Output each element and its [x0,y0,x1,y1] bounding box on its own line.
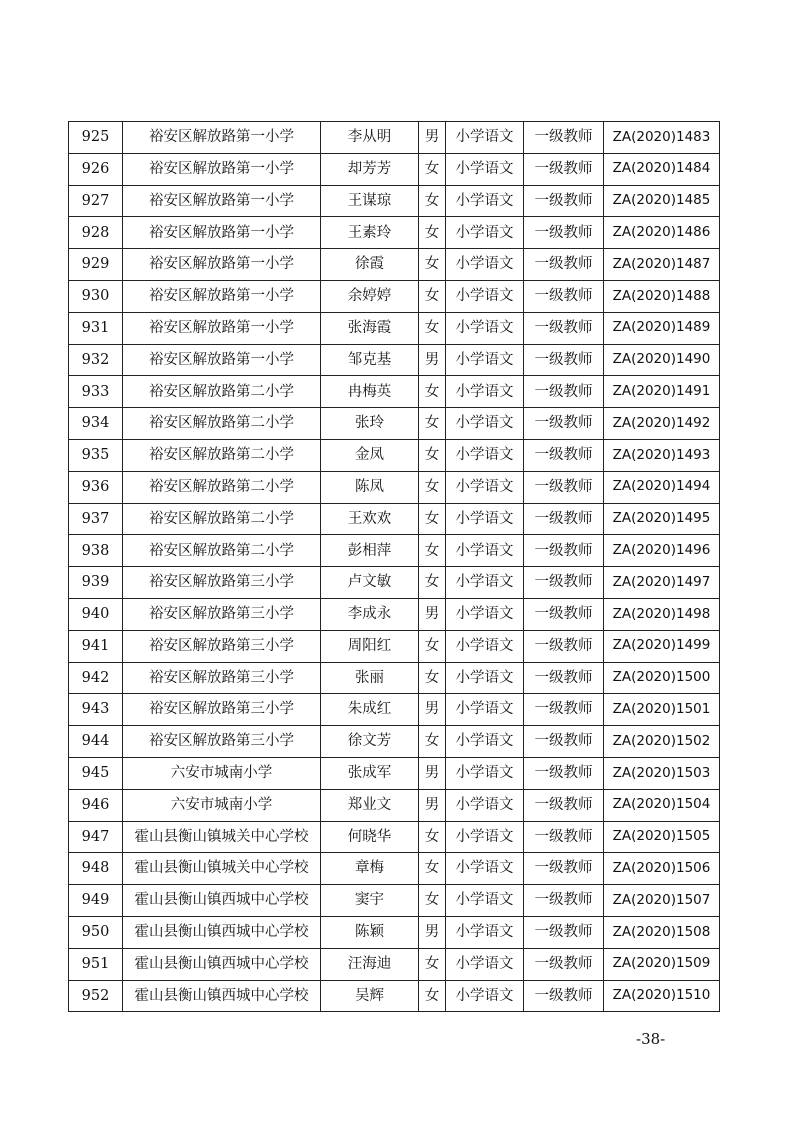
title-cell: 一级教师 [524,376,604,408]
row-number-cell: 925 [69,122,123,154]
title-cell: 一级教师 [524,726,604,758]
subject-cell: 小学语文 [446,694,524,726]
school-cell: 裕安区解放路第三小学 [123,726,321,758]
school-cell: 裕安区解放路第三小学 [123,630,321,662]
teacher-name-cell: 徐文芳 [321,726,419,758]
table-row [69,185,720,217]
school-cell: 裕安区解放路第一小学 [123,122,321,154]
teacher-name-cell: 冉梅英 [321,376,419,408]
table-row [69,376,720,408]
title-cell: 一级教师 [524,471,604,503]
certificate-number-cell: ZA(2020)1484 [604,153,720,185]
teacher-name-cell: 王谋琼 [321,185,419,217]
gender-cell: 女 [419,249,446,281]
table-row [69,439,720,471]
subject-cell: 小学语文 [446,885,524,917]
row-number-cell: 927 [69,185,123,217]
certificate-number-cell: ZA(2020)1509 [604,948,720,980]
gender-cell: 男 [419,694,446,726]
table-row [69,630,720,662]
row-number-cell: 929 [69,249,123,281]
gender-cell: 女 [419,980,446,1012]
school-cell: 裕安区解放路第二小学 [123,408,321,440]
certificate-number-cell: ZA(2020)1510 [604,980,720,1012]
teacher-name-cell: 郑业文 [321,789,419,821]
title-cell: 一级教师 [524,789,604,821]
row-number-cell: 937 [69,503,123,535]
row-number-cell: 932 [69,344,123,376]
gender-cell: 女 [419,535,446,567]
subject-cell: 小学语文 [446,408,524,440]
subject-cell: 小学语文 [446,757,524,789]
school-cell: 裕安区解放路第二小学 [123,471,321,503]
title-cell: 一级教师 [524,408,604,440]
certificate-number-cell: ZA(2020)1500 [604,662,720,694]
gender-cell: 女 [419,662,446,694]
gender-cell: 女 [419,153,446,185]
table-row [69,948,720,980]
subject-cell: 小学语文 [446,662,524,694]
school-cell: 裕安区解放路第一小学 [123,185,321,217]
certificate-number-cell: ZA(2020)1497 [604,567,720,599]
roster-table [68,121,720,1012]
title-cell: 一级教师 [524,980,604,1012]
certificate-number-cell: ZA(2020)1501 [604,694,720,726]
subject-cell: 小学语文 [446,980,524,1012]
school-cell: 裕安区解放路第一小学 [123,217,321,249]
teacher-name-cell: 张海霞 [321,312,419,344]
table-row [69,757,720,789]
row-number-cell: 928 [69,217,123,249]
teacher-name-cell: 却芳芳 [321,153,419,185]
table-row [69,726,720,758]
teacher-name-cell: 窦宇 [321,885,419,917]
school-cell: 裕安区解放路第三小学 [123,662,321,694]
title-cell: 一级教师 [524,694,604,726]
subject-cell: 小学语文 [446,249,524,281]
title-cell: 一级教师 [524,853,604,885]
school-cell: 裕安区解放路第二小学 [123,503,321,535]
subject-cell: 小学语文 [446,789,524,821]
title-cell: 一级教师 [524,122,604,154]
certificate-number-cell: ZA(2020)1487 [604,249,720,281]
table-row [69,471,720,503]
subject-cell: 小学语文 [446,376,524,408]
row-number-cell: 951 [69,948,123,980]
school-cell: 裕安区解放路第二小学 [123,439,321,471]
teacher-name-cell: 李从明 [321,122,419,154]
table-row [69,503,720,535]
school-cell: 裕安区解放路第一小学 [123,312,321,344]
title-cell: 一级教师 [524,567,604,599]
table-row [69,408,720,440]
school-cell: 霍山县衡山镇西城中心学校 [123,885,321,917]
gender-cell: 男 [419,757,446,789]
gender-cell: 女 [419,280,446,312]
school-cell: 裕安区解放路第一小学 [123,153,321,185]
table-row [69,567,720,599]
certificate-number-cell: ZA(2020)1493 [604,439,720,471]
certificate-number-cell: ZA(2020)1508 [604,916,720,948]
subject-cell: 小学语文 [446,821,524,853]
gender-cell: 女 [419,376,446,408]
gender-cell: 女 [419,567,446,599]
subject-cell: 小学语文 [446,312,524,344]
title-cell: 一级教师 [524,344,604,376]
row-number-cell: 933 [69,376,123,408]
teacher-name-cell: 张丽 [321,662,419,694]
teacher-name-cell: 王欢欢 [321,503,419,535]
school-cell: 裕安区解放路第一小学 [123,280,321,312]
row-number-cell: 931 [69,312,123,344]
table-row [69,122,720,154]
teacher-name-cell: 汪海迪 [321,948,419,980]
gender-cell: 男 [419,344,446,376]
certificate-number-cell: ZA(2020)1504 [604,789,720,821]
school-cell: 霍山县衡山镇西城中心学校 [123,916,321,948]
certificate-number-cell: ZA(2020)1498 [604,598,720,630]
row-number-cell: 934 [69,408,123,440]
table-row [69,885,720,917]
subject-cell: 小学语文 [446,567,524,599]
title-cell: 一级教师 [524,885,604,917]
school-cell: 裕安区解放路第三小学 [123,567,321,599]
certificate-number-cell: ZA(2020)1492 [604,408,720,440]
title-cell: 一级教师 [524,821,604,853]
gender-cell: 女 [419,948,446,980]
certificate-number-cell: ZA(2020)1503 [604,757,720,789]
subject-cell: 小学语文 [446,503,524,535]
row-number-cell: 938 [69,535,123,567]
table-row [69,916,720,948]
title-cell: 一级教师 [524,217,604,249]
teacher-name-cell: 陈凤 [321,471,419,503]
teacher-name-cell: 彭相萍 [321,535,419,567]
teacher-name-cell: 张成军 [321,757,419,789]
certificate-number-cell: ZA(2020)1505 [604,821,720,853]
teacher-name-cell: 徐霞 [321,249,419,281]
subject-cell: 小学语文 [446,535,524,567]
gender-cell: 女 [419,503,446,535]
row-number-cell: 945 [69,757,123,789]
teacher-name-cell: 李成永 [321,598,419,630]
gender-cell: 男 [419,598,446,630]
table-row [69,249,720,281]
table-row [69,980,720,1012]
school-cell: 六安市城南小学 [123,757,321,789]
subject-cell: 小学语文 [446,122,524,154]
gender-cell: 男 [419,789,446,821]
row-number-cell: 943 [69,694,123,726]
table-row [69,821,720,853]
title-cell: 一级教师 [524,662,604,694]
title-cell: 一级教师 [524,439,604,471]
subject-cell: 小学语文 [446,948,524,980]
certificate-number-cell: ZA(2020)1489 [604,312,720,344]
teacher-name-cell: 卢文敏 [321,567,419,599]
subject-cell: 小学语文 [446,471,524,503]
subject-cell: 小学语文 [446,280,524,312]
school-cell: 霍山县衡山镇西城中心学校 [123,948,321,980]
subject-cell: 小学语文 [446,185,524,217]
gender-cell: 女 [419,471,446,503]
school-cell: 裕安区解放路第二小学 [123,535,321,567]
school-cell: 霍山县衡山镇城关中心学校 [123,821,321,853]
certificate-number-cell: ZA(2020)1488 [604,280,720,312]
table-row [69,598,720,630]
row-number-cell: 940 [69,598,123,630]
certificate-number-cell: ZA(2020)1502 [604,726,720,758]
gender-cell: 女 [419,726,446,758]
gender-cell: 女 [419,185,446,217]
teacher-name-cell: 金凤 [321,439,419,471]
gender-cell: 女 [419,885,446,917]
certificate-number-cell: ZA(2020)1507 [604,885,720,917]
title-cell: 一级教师 [524,185,604,217]
teacher-name-cell: 吴辉 [321,980,419,1012]
table-row [69,344,720,376]
certificate-number-cell: ZA(2020)1506 [604,853,720,885]
certificate-number-cell: ZA(2020)1496 [604,535,720,567]
title-cell: 一级教师 [524,598,604,630]
teacher-name-cell: 章梅 [321,853,419,885]
teacher-name-cell: 张玲 [321,408,419,440]
row-number-cell: 952 [69,980,123,1012]
teacher-name-cell: 陈颖 [321,916,419,948]
table-row [69,694,720,726]
certificate-number-cell: ZA(2020)1494 [604,471,720,503]
roster-body [69,122,720,1012]
gender-cell: 女 [419,217,446,249]
certificate-number-cell: ZA(2020)1483 [604,122,720,154]
title-cell: 一级教师 [524,249,604,281]
subject-cell: 小学语文 [446,439,524,471]
title-cell: 一级教师 [524,757,604,789]
row-number-cell: 949 [69,885,123,917]
certificate-number-cell: ZA(2020)1490 [604,344,720,376]
gender-cell: 女 [419,312,446,344]
row-number-cell: 939 [69,567,123,599]
certificate-number-cell: ZA(2020)1485 [604,185,720,217]
school-cell: 裕安区解放路第一小学 [123,344,321,376]
table-row [69,153,720,185]
school-cell: 裕安区解放路第一小学 [123,249,321,281]
title-cell: 一级教师 [524,535,604,567]
gender-cell: 女 [419,630,446,662]
row-number-cell: 936 [69,471,123,503]
row-number-cell: 947 [69,821,123,853]
row-number-cell: 944 [69,726,123,758]
school-cell: 裕安区解放路第三小学 [123,694,321,726]
page-number: -38- [636,1030,666,1048]
table-row [69,789,720,821]
title-cell: 一级教师 [524,503,604,535]
title-cell: 一级教师 [524,280,604,312]
gender-cell: 女 [419,821,446,853]
row-number-cell: 926 [69,153,123,185]
title-cell: 一级教师 [524,948,604,980]
table-row [69,312,720,344]
row-number-cell: 942 [69,662,123,694]
row-number-cell: 941 [69,630,123,662]
subject-cell: 小学语文 [446,916,524,948]
table-row [69,217,720,249]
title-cell: 一级教师 [524,630,604,662]
teacher-name-cell: 王素玲 [321,217,419,249]
title-cell: 一级教师 [524,916,604,948]
table-row [69,280,720,312]
certificate-number-cell: ZA(2020)1495 [604,503,720,535]
teacher-name-cell: 周阳红 [321,630,419,662]
gender-cell: 女 [419,408,446,440]
subject-cell: 小学语文 [446,598,524,630]
teacher-name-cell: 邹克基 [321,344,419,376]
school-cell: 霍山县衡山镇西城中心学校 [123,980,321,1012]
gender-cell: 女 [419,439,446,471]
subject-cell: 小学语文 [446,726,524,758]
school-cell: 裕安区解放路第三小学 [123,598,321,630]
title-cell: 一级教师 [524,312,604,344]
row-number-cell: 930 [69,280,123,312]
gender-cell: 男 [419,122,446,154]
row-number-cell: 948 [69,853,123,885]
certificate-number-cell: ZA(2020)1491 [604,376,720,408]
table-row [69,662,720,694]
title-cell: 一级教师 [524,153,604,185]
certificate-number-cell: ZA(2020)1486 [604,217,720,249]
subject-cell: 小学语文 [446,853,524,885]
school-cell: 裕安区解放路第二小学 [123,376,321,408]
table-row [69,853,720,885]
subject-cell: 小学语文 [446,344,524,376]
subject-cell: 小学语文 [446,630,524,662]
subject-cell: 小学语文 [446,217,524,249]
gender-cell: 女 [419,853,446,885]
subject-cell: 小学语文 [446,153,524,185]
gender-cell: 男 [419,916,446,948]
certificate-number-cell: ZA(2020)1499 [604,630,720,662]
table-row [69,535,720,567]
teacher-name-cell: 余婷婷 [321,280,419,312]
teacher-name-cell: 何晓华 [321,821,419,853]
row-number-cell: 950 [69,916,123,948]
row-number-cell: 935 [69,439,123,471]
row-number-cell: 946 [69,789,123,821]
teacher-name-cell: 朱成红 [321,694,419,726]
school-cell: 霍山县衡山镇城关中心学校 [123,853,321,885]
school-cell: 六安市城南小学 [123,789,321,821]
